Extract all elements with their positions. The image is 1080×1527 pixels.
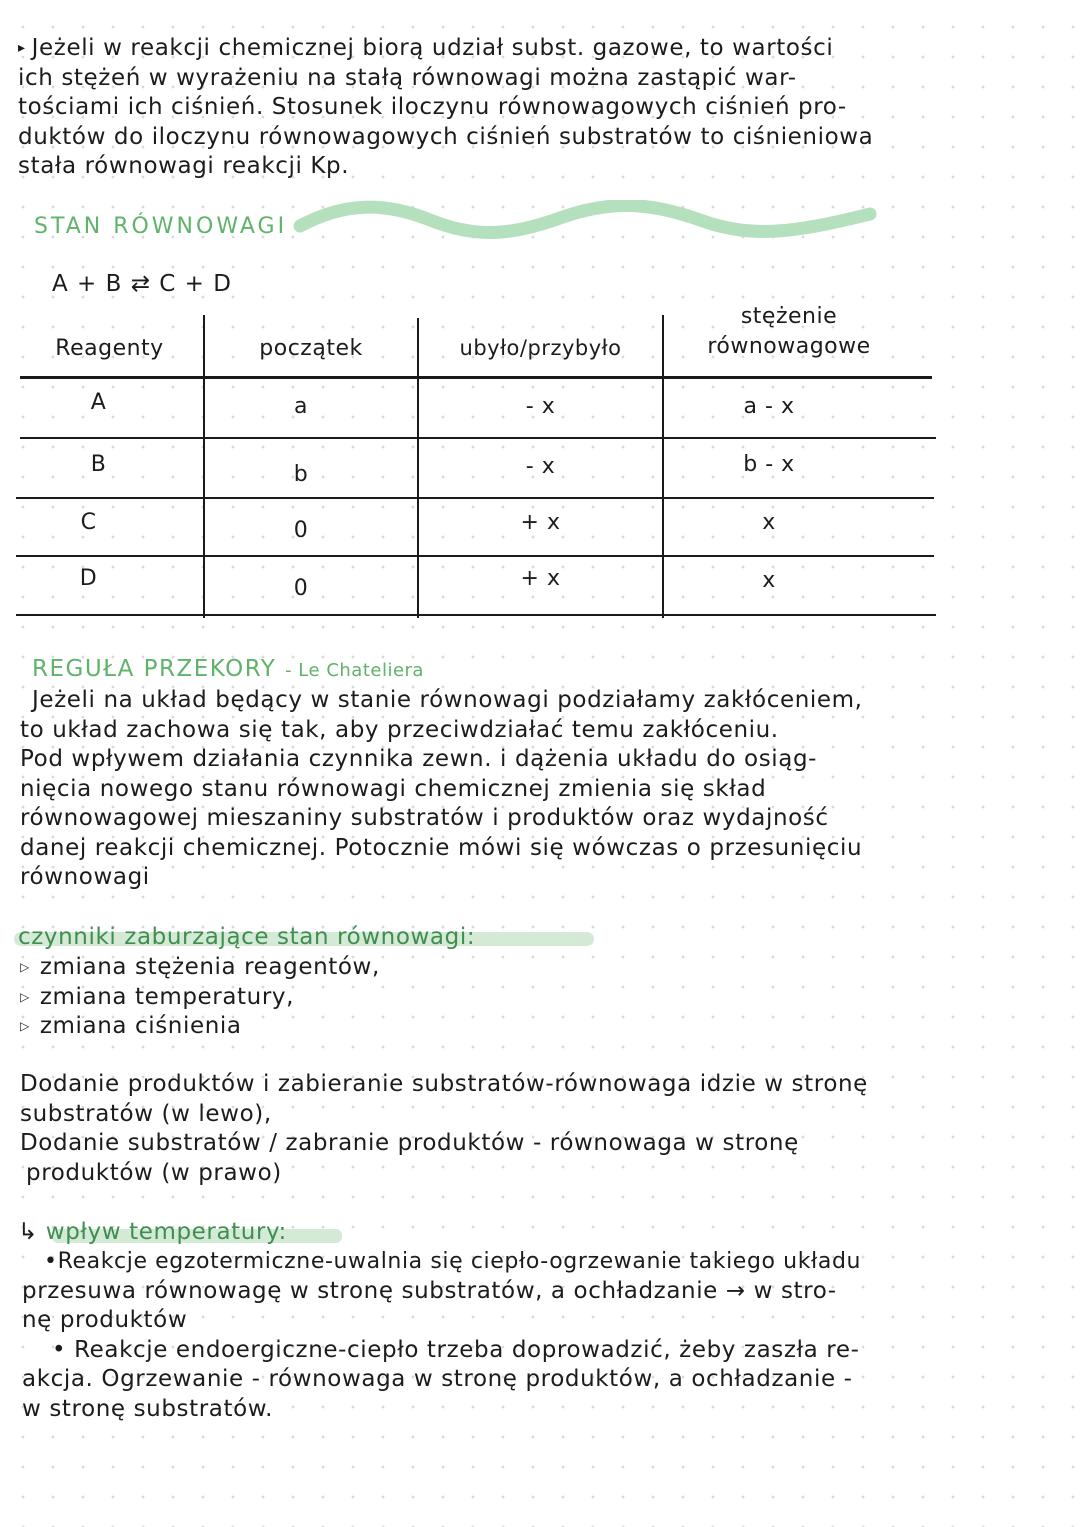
table-divider bbox=[16, 497, 934, 499]
endo-line: akcja. Ogrzewanie - równowaga w stronę produktów, a ochładzanie - bbox=[22, 1366, 853, 1392]
table-cell: C bbox=[80, 510, 97, 535]
triangle-bullet-icon: ▷ bbox=[20, 1019, 30, 1033]
endo-line: • Reakcje endoergiczne-ciepło trzeba doprowadzić, żeby zaszła re- bbox=[52, 1336, 860, 1363]
temperature-paragraph bbox=[22, 1247, 1080, 1424]
intro-line-4: duktów do iloczynu równowagowych ciśnień substratów to ciśnieniowa bbox=[18, 123, 874, 150]
table-cell: b bbox=[293, 462, 309, 487]
le-chatelier-paragraph bbox=[20, 686, 1075, 893]
table-divider bbox=[20, 376, 932, 379]
table-divider bbox=[20, 437, 936, 439]
table-header-stezenie: stężenie bbox=[740, 304, 838, 329]
intro-paragraph bbox=[18, 34, 1078, 182]
exo-line: przesuwa równowagę w stronę substratów, a ochładzanie → w stro- bbox=[22, 1277, 837, 1304]
shift-rule-line: Dodanie produktów i zabieranie substratów-równowaga idzie w stronę bbox=[20, 1071, 868, 1097]
triangle-bullet-icon: ▷ bbox=[20, 960, 30, 974]
le-chatelier-heading bbox=[32, 655, 424, 686]
le-chatelier-line: równowagi bbox=[20, 864, 150, 890]
reaction-equation: A + B ⇄ C + D bbox=[52, 271, 232, 297]
le-chatelier-line: równowagowej mieszaniny substratów i produktów oraz wydajność bbox=[20, 805, 829, 831]
factor-item-text: zmiana ciśnienia bbox=[39, 1013, 242, 1039]
wave-underline-icon bbox=[290, 200, 880, 240]
triangle-bullet-icon: ▷ bbox=[20, 989, 30, 1004]
le-chatelier-line: nięcia nowego stanu równowagi chemicznej zmienia się skład bbox=[20, 775, 767, 802]
triangle-bullet-icon: ▸ bbox=[18, 40, 26, 56]
table-header-rownowagowe: równowagowe bbox=[707, 334, 871, 359]
le-chatelier-line: danej reakcji chemicznej. Potocznie mówi się wówczas o przesunięciu bbox=[20, 834, 863, 861]
equilibrium-table bbox=[16, 304, 940, 618]
intro-line-5: stała równowagi reakcji Kp. bbox=[18, 153, 350, 179]
factor-item bbox=[20, 953, 380, 983]
shift-rule-line: substratów (w lewo), bbox=[20, 1100, 272, 1127]
table-cell: x bbox=[762, 568, 776, 593]
factors-list bbox=[20, 953, 380, 1042]
table-header-reagenty: Reagenty bbox=[55, 336, 164, 361]
temperature-heading bbox=[18, 1218, 287, 1248]
shift-rules-paragraph bbox=[20, 1070, 1080, 1188]
factors-heading: czynniki zaburzające stan równowagi: bbox=[18, 924, 476, 950]
intro-line-1 bbox=[18, 34, 1078, 64]
table-cell: x bbox=[762, 510, 776, 535]
table-cell: a bbox=[294, 394, 308, 419]
intro-line-2: ich stężeń w wyrażeniu na stałą równowagi można zastąpić war- bbox=[18, 64, 797, 91]
table-cell: b - x bbox=[743, 452, 795, 477]
table-cell: a - x bbox=[743, 394, 795, 419]
turn-arrow-icon: ↳ bbox=[18, 1219, 38, 1245]
factor-item-text: zmiana stężenia reagentów, bbox=[39, 954, 380, 980]
table-header-ubylo-przybylo: ubyło/przybyło bbox=[459, 336, 622, 360]
exo-line: nę produktów bbox=[22, 1307, 188, 1333]
shift-rule-line: produktów (w prawo) bbox=[26, 1159, 282, 1186]
shift-rule-line: Dodanie substratów / zabranie produktów - równowaga w stronę bbox=[20, 1130, 799, 1156]
exo-line: •Reakcje egzotermiczne-uwalnia się ciepło-ogrzewanie takiego układu bbox=[44, 1249, 862, 1274]
le-chatelier-subtitle: - Le Chateliera bbox=[285, 660, 424, 681]
factor-item-text: zmiana temperatury, bbox=[39, 983, 295, 1010]
intro-line-text: Jeżeli w reakcji chemicznej biorą udział subst. gazowe, to wartości bbox=[31, 35, 834, 61]
equilibrium-heading: STAN RÓWNOWAGI bbox=[34, 214, 288, 239]
le-chatelier-title: REGUŁA PRZEKORY bbox=[32, 656, 277, 682]
table-cell: 0 bbox=[293, 518, 309, 543]
factor-item bbox=[20, 983, 380, 1013]
le-chatelier-line: Pod wpływem działania czynnika zewn. i dążenia układu do osiąg- bbox=[20, 746, 818, 772]
temperature-heading-label: wpływ temperatury: bbox=[45, 1219, 287, 1245]
table-header-poczatek: początek bbox=[259, 336, 363, 361]
table-cell: D bbox=[79, 566, 98, 591]
table-divider bbox=[16, 555, 934, 557]
le-chatelier-line: to układ zachowa się tak, aby przeciwdziałać temu zakłóceniu. bbox=[20, 716, 779, 743]
table-cell: 0 bbox=[293, 576, 309, 601]
endo-line: w stronę substratów. bbox=[22, 1395, 273, 1422]
table-cell: - x bbox=[525, 454, 556, 479]
table-divider bbox=[16, 614, 936, 616]
factor-item bbox=[20, 1012, 380, 1042]
le-chatelier-line: Jeżeli na układ będący w stanie równowagi podziałamy zakłóceniem, bbox=[32, 687, 863, 713]
table-cell: + x bbox=[520, 510, 561, 535]
table-cell: - x bbox=[525, 394, 556, 419]
intro-line-3: tościami ich ciśnień. Stosunek iloczynu równowagowych ciśnień pro- bbox=[18, 94, 847, 120]
table-cell: A bbox=[90, 390, 107, 415]
table-cell: B bbox=[90, 452, 107, 477]
table-cell: + x bbox=[520, 566, 561, 591]
